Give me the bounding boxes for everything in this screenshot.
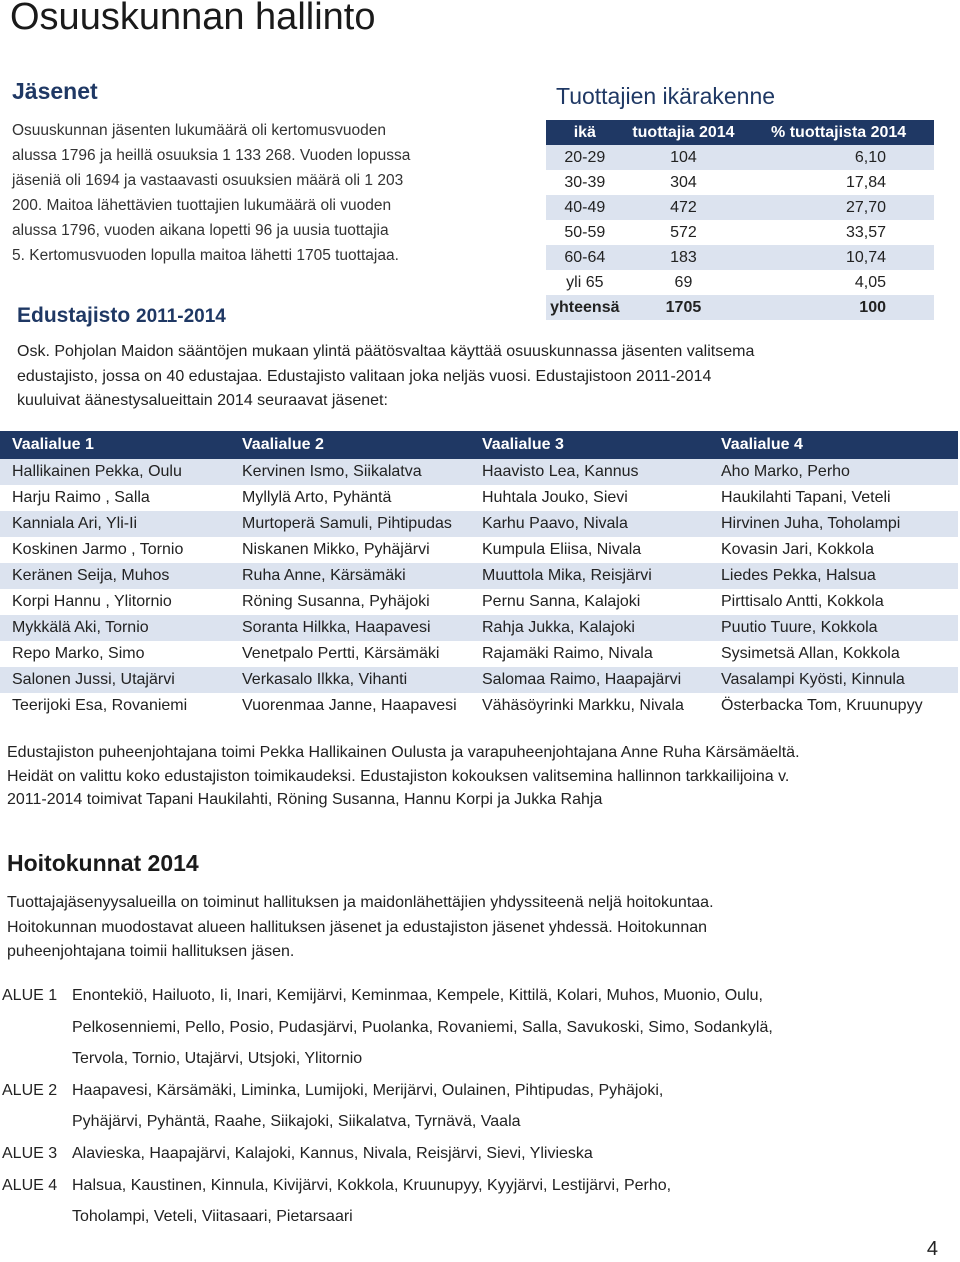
paragraph-line: Osuuskunnan jäsenten lukumäärä oli kertomusvuoden — [12, 122, 386, 139]
table-cell: 6,10 — [743, 145, 934, 170]
table-cell: 183 — [624, 245, 744, 270]
hoitokunnat-paragraph — [7, 891, 907, 965]
edustajisto-paragraph — [17, 340, 877, 414]
column-header: tuottajia 2014 — [624, 120, 744, 145]
area-label: ALUE 2 — [2, 1081, 58, 1099]
table-cell: 69 — [624, 270, 744, 295]
table-cell: Rajamäki Raimo, Nivala — [470, 641, 709, 667]
table-row — [546, 270, 934, 295]
column-header: Vaalialue 3 — [470, 431, 709, 459]
area-item — [2, 980, 942, 1075]
table-row — [0, 589, 958, 615]
table-row — [0, 641, 958, 667]
table-cell: Huhtala Jouko, Sievi — [470, 485, 709, 511]
table-cell: Kervinen Ismo, Siikalatva — [230, 459, 470, 485]
paragraph-line: 2011-2014 toimivat Tapani Haukilahti, Röning Susanna, Hannu Korpi ja Jukka Rahja — [7, 791, 603, 808]
table-cell: Kumpula Eliisa, Nivala — [470, 537, 709, 563]
table-row — [546, 245, 934, 270]
municipality-line: Pyhäjärvi, Pyhäntä, Raahe, Siikajoki, Siikalatva, Tyrnävä, Vaala — [72, 1113, 521, 1130]
column-header: ikä — [546, 120, 624, 145]
table-cell: Korpi Hannu , Ylitornio — [0, 589, 230, 615]
municipality-line: Tervola, Tornio, Utajärvi, Utsjoki, Ylitornio — [72, 1050, 363, 1067]
table-cell: Röning Susanna, Pyhäjoki — [230, 589, 470, 615]
table-row — [0, 537, 958, 563]
table-row — [0, 667, 958, 693]
table-cell: yhteensä — [546, 295, 624, 320]
table-cell: Aho Marko, Perho — [709, 459, 958, 485]
paragraph-line: kuuluivat äänestysalueittain 2014 seuraavat jäsenet: — [17, 392, 388, 409]
table-row — [546, 220, 934, 245]
table-row — [0, 615, 958, 641]
table-row — [0, 485, 958, 511]
page-number: 4 — [926, 1238, 938, 1260]
paragraph-line: edustajisto, jossa on 40 edustajaa. Edustajisto valitaan joka neljäs vuosi. Edustajistoon 2011-2014 — [17, 367, 712, 385]
table-row — [0, 459, 958, 485]
table-cell: Vuorenmaa Janne, Haapavesi — [230, 693, 470, 719]
municipality-line: Pelkosenniemi, Pello, Posio, Pudasjärvi, Puolanka, Rovaniemi, Salla, Savukoski, Simo, Sodankylä, — [72, 1018, 773, 1036]
table-cell: 10,74 — [743, 245, 934, 270]
table-row — [0, 563, 958, 589]
column-header: Vaalialue 1 — [0, 431, 230, 459]
jasenet-paragraph — [12, 118, 476, 268]
paragraph-line: alussa 1796 ja heillä osuuksia 1 133 268. Vuoden lopussa — [12, 147, 411, 164]
table-row — [0, 511, 958, 537]
table-cell: Liedes Pekka, Halsua — [709, 563, 958, 589]
table-total-row — [546, 295, 934, 320]
municipality-line: Alavieska, Haapajärvi, Kalajoki, Kannus, Nivala, Reisjärvi, Sievi, Ylivieska — [72, 1144, 593, 1162]
paragraph-line: jäseniä oli 1694 ja vastaavasti osuuksien määrä oli 1 203 — [12, 172, 404, 189]
municipality-line: Toholampi, Veteli, Viitasaari, Pietarsaari — [72, 1208, 353, 1225]
table-cell: Haavisto Lea, Kannus — [470, 459, 709, 485]
table-cell: Sysimetsä Allan, Kokkola — [709, 641, 958, 667]
paragraph-line: 5. Kertomusvuoden lopulla maitoa lähetti 1705 tuottajaa. — [12, 247, 399, 264]
table-cell: yli 65 — [546, 270, 624, 295]
table-cell: Hallikainen Pekka, Oulu — [0, 459, 230, 485]
table-cell: Kanniala Ari, Yli-Ii — [0, 511, 230, 537]
table-header-row — [546, 120, 934, 145]
table-cell: Vähäsöyrinki Markku, Nivala — [470, 693, 709, 719]
table-row — [546, 170, 934, 195]
chair-paragraph — [7, 741, 927, 812]
table-row — [0, 693, 958, 719]
area-municipalities — [72, 1075, 942, 1138]
table-cell: Haukilahti Tapani, Veteli — [709, 485, 958, 511]
voting-regions-table — [0, 431, 958, 719]
edustajisto-heading — [17, 304, 226, 328]
table-cell: 40-49 — [546, 195, 624, 220]
table-row — [546, 195, 934, 220]
table-cell: Puutio Tuure, Kokkola — [709, 615, 958, 641]
table-header-row — [0, 431, 958, 459]
paragraph-line: Osk. Pohjolan Maidon sääntöjen mukaan ylintä päätösvaltaa käyttää osuuskunnassa jäsenten valitsema — [17, 343, 755, 360]
table-cell: 1705 — [624, 295, 744, 320]
paragraph-line: 200. Maitoa lähettävien tuottajien lukumäärä oli vuoden — [12, 197, 392, 214]
edustajisto-years: 2011-2014 — [136, 306, 226, 327]
area-label: ALUE 4 — [2, 1176, 58, 1194]
table-cell: Verkasalo Ilkka, Vihanti — [230, 667, 470, 693]
table-cell: 33,57 — [743, 220, 934, 245]
table-cell: 104 — [624, 145, 744, 170]
column-header: Vaalialue 2 — [230, 431, 470, 459]
table-cell: 27,70 — [743, 195, 934, 220]
table-cell: Koskinen Jarmo , Tornio — [0, 537, 230, 563]
municipality-line: Enontekiö, Hailuoto, Ii, Inari, Kemijärvi, Keminmaa, Kempele, Kittilä, Kolari, Muhos, Muonio, Oulu, — [72, 987, 763, 1004]
area-municipalities — [72, 1138, 942, 1170]
paragraph-line: Tuottajajäsenyysalueilla on toiminut hallituksen ja maidonlähettäjien yhdyssiteenä neljä hoitokuntaa. — [7, 894, 714, 911]
table-cell: Salonen Jussi, Utajärvi — [0, 667, 230, 693]
table-cell: 17,84 — [743, 170, 934, 195]
table-cell: Mykkälä Aki, Tornio — [0, 615, 230, 641]
table-cell: Österbacka Tom, Kruunupyy — [709, 693, 958, 719]
area-label: ALUE 1 — [2, 987, 58, 1004]
jasenet-heading: Jäsenet — [12, 78, 98, 104]
area-item — [2, 1170, 942, 1233]
table-row — [546, 145, 934, 170]
edustajisto-heading-text: Edustajisto — [17, 304, 131, 327]
table-cell: Kovasin Jari, Kokkola — [709, 537, 958, 563]
area-list — [2, 980, 942, 1233]
table-cell: 50-59 — [546, 220, 624, 245]
table-cell: Pirttisalo Antti, Kokkola — [709, 589, 958, 615]
table-cell: Ruha Anne, Kärsämäki — [230, 563, 470, 589]
table-cell: Karhu Paavo, Nivala — [470, 511, 709, 537]
table-cell: Muuttola Mika, Reisjärvi — [470, 563, 709, 589]
column-header: % tuottajista 2014 — [743, 120, 934, 145]
hoitokunnat-heading: Hoitokunnat 2014 — [7, 850, 199, 876]
paragraph-line: Edustajiston puheenjohtajana toimi Pekka Hallikainen Oulusta ja varapuheenjohtajana Anne Ruha Kärsämäeltä. — [7, 744, 800, 761]
table-cell: 20-29 — [546, 145, 624, 170]
table-cell: Soranta Hilkka, Haapavesi — [230, 615, 470, 641]
table-cell: Myllylä Arto, Pyhäntä — [230, 485, 470, 511]
table-cell: Keränen Seija, Muhos — [0, 563, 230, 589]
municipality-line: Halsua, Kaustinen, Kinnula, Kivijärvi, Kokkola, Kruunupyy, Kyyjärvi, Lestijärvi, Perho, — [72, 1176, 672, 1194]
table-cell: Niskanen Mikko, Pyhäjärvi — [230, 537, 470, 563]
municipality-line: Haapavesi, Kärsämäki, Liminka, Lumijoki, Merijärvi, Oulainen, Pihtipudas, Pyhäjoki, — [72, 1081, 664, 1099]
table-cell: 4,05 — [743, 270, 934, 295]
table-cell: Hirvinen Juha, Toholampi — [709, 511, 958, 537]
column-header: Vaalialue 4 — [709, 431, 958, 459]
table-cell: 572 — [624, 220, 744, 245]
table-cell: Salomaa Raimo, Haapajärvi — [470, 667, 709, 693]
table-cell: Harju Raimo , Salla — [0, 485, 230, 511]
area-item — [2, 1138, 942, 1170]
table-cell: Pernu Sanna, Kalajoki — [470, 589, 709, 615]
table-cell: Vasalampi Kyösti, Kinnula — [709, 667, 958, 693]
table-cell: Rahja Jukka, Kalajoki — [470, 615, 709, 641]
table-cell: Venetpalo Pertti, Kärsämäki — [230, 641, 470, 667]
area-municipalities — [72, 1170, 942, 1233]
area-municipalities — [72, 980, 942, 1075]
table-cell: 472 — [624, 195, 744, 220]
paragraph-line: Heidät on valittu koko edustajiston toimikaudeksi. Edustajiston kokouksen valitsemina hallinnon tarkkailijoina v. — [7, 767, 790, 785]
paragraph-line: Hoitokunnan muodostavat alueen hallituksen jäsenet ja edustajiston jäsenet yhdessä. Hoitokunnan — [7, 918, 708, 936]
area-label: ALUE 3 — [2, 1144, 58, 1162]
table-cell: Teerijoki Esa, Rovaniemi — [0, 693, 230, 719]
age-structure-table — [546, 120, 934, 320]
table-cell: Murtoperä Samuli, Pihtipudas — [230, 511, 470, 537]
area-item — [2, 1075, 942, 1138]
table-cell: 304 — [624, 170, 744, 195]
page-title: Osuuskunnan hallinto — [10, 0, 376, 38]
table-cell: 60-64 — [546, 245, 624, 270]
age-structure-heading: Tuottajien ikärakenne — [556, 83, 776, 109]
paragraph-line: puheenjohtajana toimii hallituksen jäsen. — [7, 943, 295, 960]
table-cell: Repo Marko, Simo — [0, 641, 230, 667]
paragraph-line: alussa 1796, vuoden aikana lopetti 96 ja uusia tuottajia — [12, 222, 389, 239]
table-cell: 30-39 — [546, 170, 624, 195]
table-cell: 100 — [743, 295, 934, 320]
